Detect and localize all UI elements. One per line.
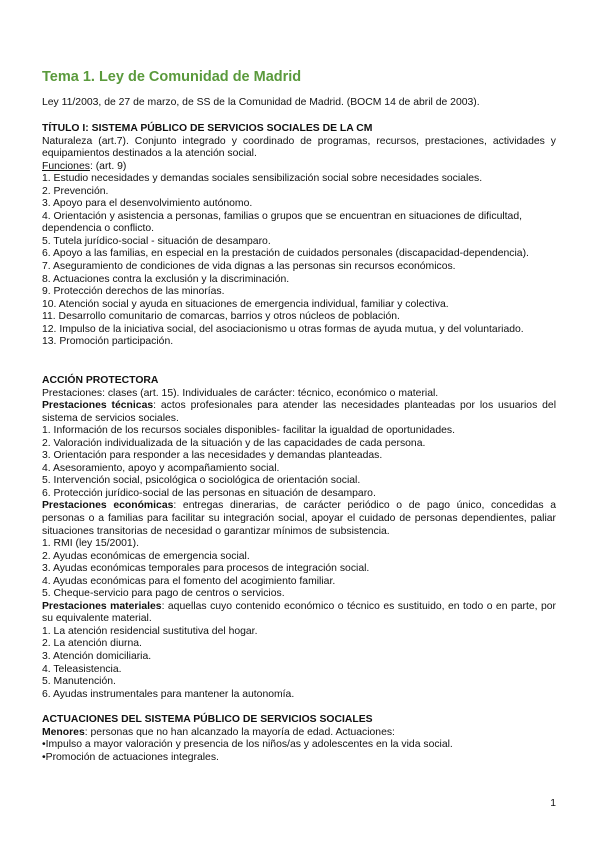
list-item: 5. Intervención social, psicológica o sociológica de orientación social.	[42, 475, 361, 487]
list-item: 5. Cheque-servicio para pago de centros o servicios.	[42, 588, 285, 600]
section-heading: ACTUACIONES DEL SISTEMA PÚBLICO DE SERVICIOS SOCIALES	[42, 714, 373, 725]
section-heading: ACCIÓN PROTECTORA	[42, 375, 159, 386]
list-item: 3. Apoyo para el desenvolvimiento autónomo.	[42, 198, 253, 210]
list-item: 6. Apoyo a las familias, en especial en la prestación de cuidados personales (discapacidad-dependencia).	[42, 248, 529, 260]
list-item: 5. Manutención.	[42, 676, 116, 688]
menores-line	[42, 727, 556, 740]
bullet-item: •Impulso a mayor valoración y presencia de los niños/as y adolescentes en la vida social.	[42, 739, 453, 751]
list-item: 1. RMI (ley 15/2001).	[42, 538, 140, 550]
list-item: 8. Actuaciones contra la exclusión y la discriminación.	[42, 273, 290, 285]
list-item: 1. Estudio necesidades y demandas sociales sensibilización social sobre necesidades sociales.	[42, 173, 483, 185]
list-item: 4. Ayudas económicas para el fomento del acogimiento familiar.	[42, 575, 336, 587]
section-heading: TÍTULO I: SISTEMA PÚBLICO DE SERVICIOS SOCIALES DE LA CM	[42, 123, 373, 134]
funciones-ref: : (art. 9)	[89, 160, 127, 172]
economicas-paragraph	[42, 500, 556, 538]
list-item: 6. Ayudas instrumentales para mantener la autonomía.	[42, 688, 295, 700]
list-item: 1. Información de los recursos sociales disponibles- facilitar la igualdad de oportunidades.	[42, 425, 455, 437]
section-accion-protectora	[42, 375, 556, 701]
list-item: 10. Atención social y ayuda en situaciones de emergencia individual, familiar y colectiva.	[42, 298, 449, 310]
section-titulo-i	[42, 123, 556, 349]
materiales-label: Prestaciones materiales	[42, 600, 162, 612]
section-actuaciones	[42, 714, 556, 764]
economicas-text: : entregas dinerarias, de carácter periódico o de pago único, concedidas a personas o a familias para facilitar su integración social, apoyar el cuidado de personas dependientes, paliar situaciones transitorias de necesidad o garantizar mínimos de subsistencia.	[42, 500, 557, 537]
list-item: 4. Asesoramiento, apoyo y acompañamiento social.	[42, 462, 280, 474]
intro-line: Ley 11/2003, de 27 de marzo, de SS de la Comunidad de Madrid. (BOCM 14 de abril de 2003).	[42, 97, 480, 108]
list-item: 11. Desarrollo comunitario de comarcas, barrios y otros núcleos de población.	[42, 311, 400, 323]
list-item: 5. Tutela jurídico-social - situación de desamparo.	[42, 235, 271, 247]
page-number: 1	[550, 798, 556, 809]
prestaciones-line: Prestaciones: clases (art. 15). Individuales de carácter: técnico, económico o material.	[42, 387, 439, 399]
list-item: 3. Atención domiciliaria.	[42, 651, 152, 663]
list-item: 3. Ayudas económicas temporales para procesos de integración social.	[42, 563, 370, 575]
list-item: 1. La atención residencial sustitutiva del hogar.	[42, 625, 258, 637]
list-item: 4. Orientación y asistencia a personas, familias o grupos que se encuentran en situaciones de dificultad, dependencia o conflicto.	[42, 210, 522, 235]
list-item: 3. Orientación para responder a las necesidades y demandas planteadas.	[42, 450, 383, 462]
tecnicas-label: Prestaciones técnicas	[42, 400, 154, 412]
list-item: 7. Aseguramiento de condiciones de vida dignas a las personas sin recursos económicos.	[42, 261, 456, 273]
funciones-label: Funciones	[42, 160, 90, 172]
economicas-label: Prestaciones económicas	[42, 500, 174, 512]
list-item: 4. Teleasistencia.	[42, 663, 122, 675]
list-item: 6. Protección jurídico-social de las personas en situación de desamparo.	[42, 487, 376, 499]
list-item: 2. Prevención.	[42, 185, 109, 197]
list-item: 13. Promoción participación.	[42, 336, 174, 348]
tecnicas-paragraph	[42, 400, 556, 425]
naturaleza-paragraph: Naturaleza (art.7). Conjunto integrado y coordinado de programas, recursos, prestaciones, actividades y equipamientos destinados a la atención social.	[42, 135, 556, 160]
list-item: 9. Protección derechos de las minorías.	[42, 286, 225, 298]
list-item: 2. Valoración individualizada de la situación y de las capacidades de cada persona.	[42, 437, 426, 449]
list-item: 12. Impulso de la iniciativa social, del asociacionismo u otras formas de ayuda mutua, y del voluntariado.	[42, 323, 524, 335]
menores-label: Menores	[42, 726, 85, 738]
list-item: 2. La atención diurna.	[42, 638, 142, 650]
materiales-paragraph	[42, 601, 556, 626]
bullet-item: •Promoción de actuaciones integrales.	[42, 751, 219, 763]
list-item: 2. Ayudas económicas de emergencia social.	[42, 550, 250, 562]
funciones-line	[42, 161, 556, 174]
menores-text: : personas que no han alcanzado la mayoría de edad. Actuaciones:	[84, 726, 395, 738]
document-title: Tema 1. Ley de Comunidad de Madrid	[42, 69, 302, 85]
materiales-text: : aquellas cuyo contenido económico o técnico es sustituido, en todo o en parte, por su equivalente material.	[42, 600, 556, 625]
tecnicas-text: : actos profesionales para atender las necesidades planteadas por los usuarios del sistema de servicios sociales.	[42, 400, 557, 424]
